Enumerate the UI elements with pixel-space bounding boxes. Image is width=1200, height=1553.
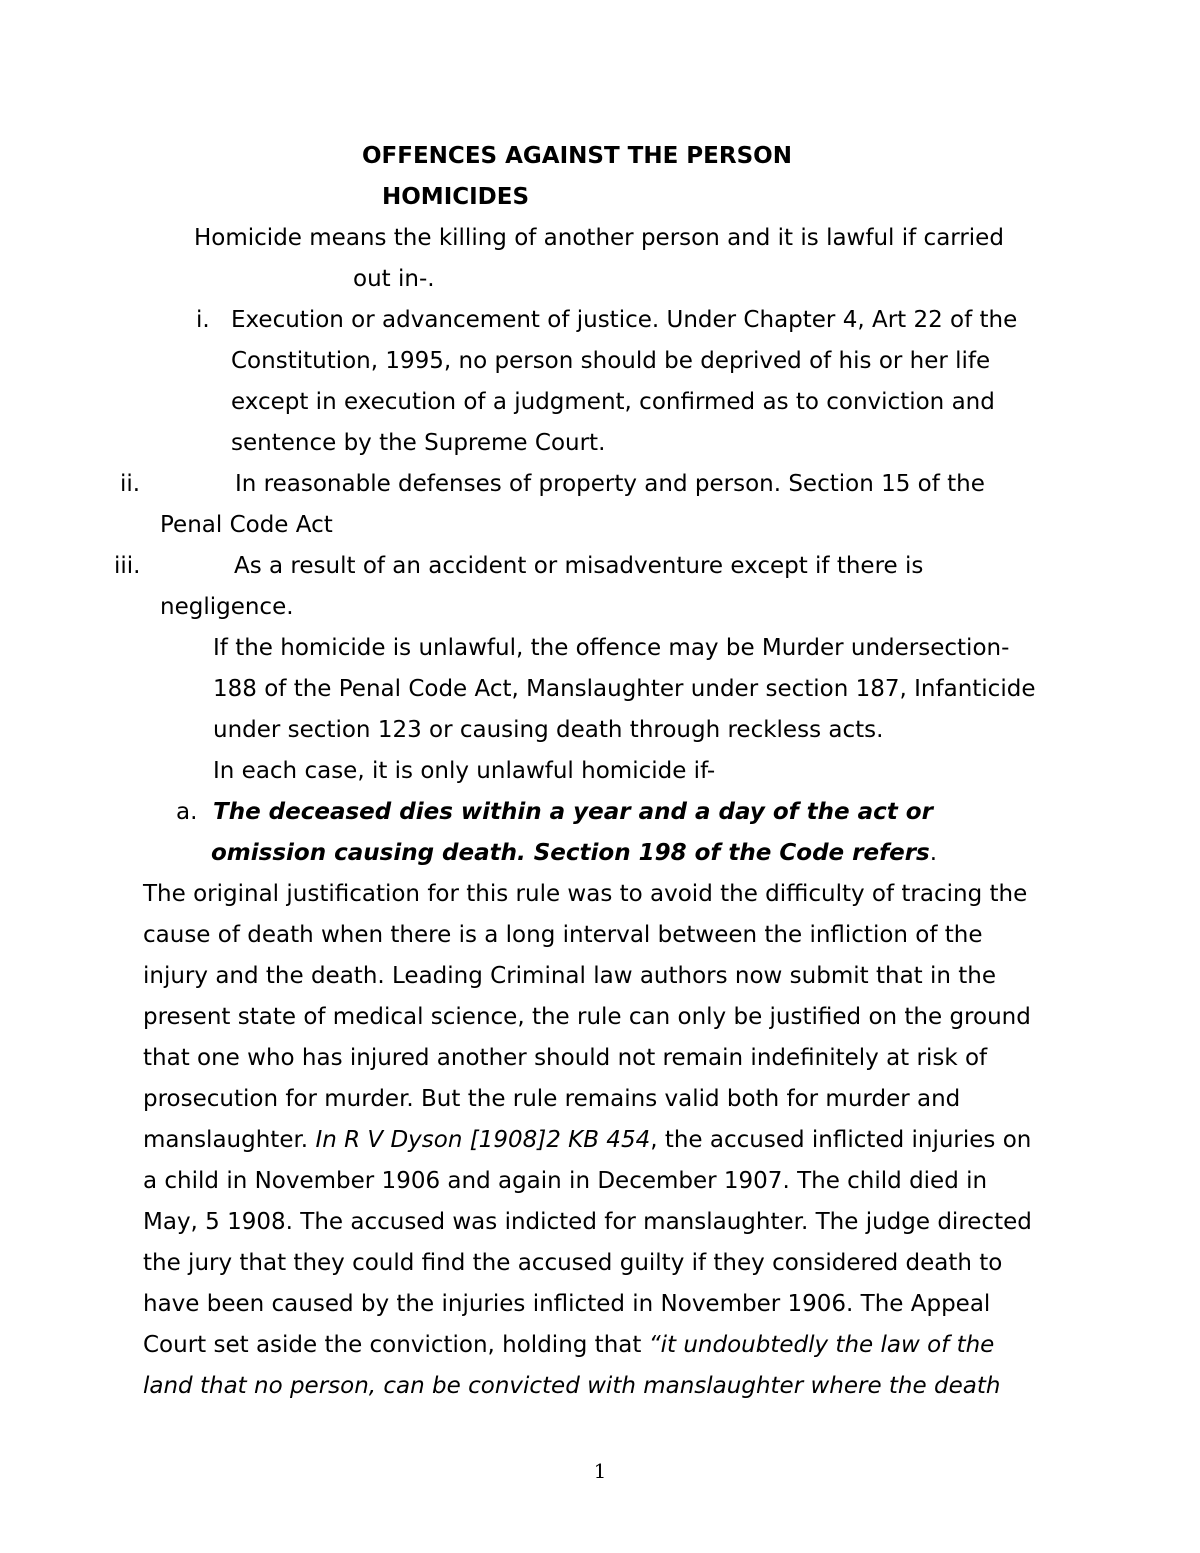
list-item-iii-line-2: negligence. (160, 594, 294, 620)
body-line-7-end: , the accused inflicted injuries on (650, 1127, 1032, 1153)
list-item-i-line-4: sentence by the Supreme Court. (231, 430, 606, 456)
list-marker-i: i. (196, 307, 210, 333)
list-item-ii-line-1: In reasonable defenses of property and person. Section 15 of the (235, 471, 985, 497)
document-title: OFFENCES AGAINST THE PERSON (362, 143, 792, 169)
unlawful-para-line-2: 188 of the Penal Code Act, Manslaughter under section 187, Infanticide (213, 676, 1036, 702)
list-item-i-line-1: Execution or advancement of justice. Under Chapter 4, Art 22 of the (231, 307, 1018, 333)
unlawful-para-line-1: If the homicide is unlawful, the offence may be Murder undersection- (213, 635, 1010, 661)
page-number: 1 (593, 1459, 607, 1483)
each-case-line: In each case, it is only unlawful homicide if- (213, 758, 716, 784)
intro-line-2: out in-. (353, 266, 435, 292)
list-item-ii-line-2: Penal Code Act (160, 512, 333, 538)
body-line-6: prosecution for murder. But the rule remains valid both for murder and (143, 1086, 961, 1112)
body-line-4: present state of medical science, the rule can only be justified on the ground (143, 1004, 1031, 1030)
body-line-7 (143, 1125, 1031, 1155)
unlawful-para-line-3: under section 123 or causing death through reckless acts. (213, 717, 884, 743)
body-line-5: that one who has injured another should not remain indefinitely at risk of (143, 1045, 988, 1071)
body-line-1: The original justification for this rule was to avoid the difficulty of tracing the (143, 881, 1028, 907)
body-line-12 (143, 1330, 994, 1360)
court-quote-start: “it undoubtedly the law of the (648, 1332, 995, 1358)
body-line-12-start: Court set aside the conviction, holding that (143, 1332, 649, 1358)
list-marker-a: a. (176, 799, 198, 825)
list-marker-iii: iii. (114, 553, 141, 579)
body-line-7-start: manslaughter. (143, 1127, 316, 1153)
list-item-i-line-3: except in execution of a judgment, confirmed as to conviction and (231, 389, 995, 415)
body-line-3: injury and the death. Leading Criminal law authors now submit that in the (143, 963, 997, 989)
document-subtitle: HOMICIDES (382, 184, 530, 210)
item-a-line-2-period: . (929, 840, 938, 866)
intro-line-1: Homicide means the killing of another person and it is lawful if carried (194, 225, 1004, 251)
body-line-2: cause of death when there is a long interval between the infliction of the (143, 922, 983, 948)
list-item-i-line-2: Constitution, 1995, no person should be deprived of his or her life (231, 348, 991, 374)
list-marker-ii: ii. (120, 471, 141, 497)
body-line-10: the jury that they could find the accused guilty if they considered death to (143, 1250, 1003, 1276)
item-a-line-1: The deceased dies within a year and a day of the act or (213, 799, 933, 825)
court-quote-continued: land that no person, can be convicted with manslaughter where the death (143, 1373, 1001, 1399)
list-item-iii-line-1: As a result of an accident or misadventure except if there is (234, 553, 924, 579)
item-a-line-2-text: omission causing death. Section 198 of the Code refers (211, 840, 930, 866)
body-line-9: May, 5 1908. The accused was indicted for manslaughter. The judge directed (143, 1209, 1032, 1235)
body-line-8: a child in November 1906 and again in December 1907. The child died in (143, 1168, 988, 1194)
body-line-11: have been caused by the injuries inflicted in November 1906. The Appeal (143, 1291, 991, 1317)
item-a-line-2 (211, 838, 937, 868)
case-citation: In R V Dyson [1908]2 KB 454 (315, 1127, 651, 1153)
